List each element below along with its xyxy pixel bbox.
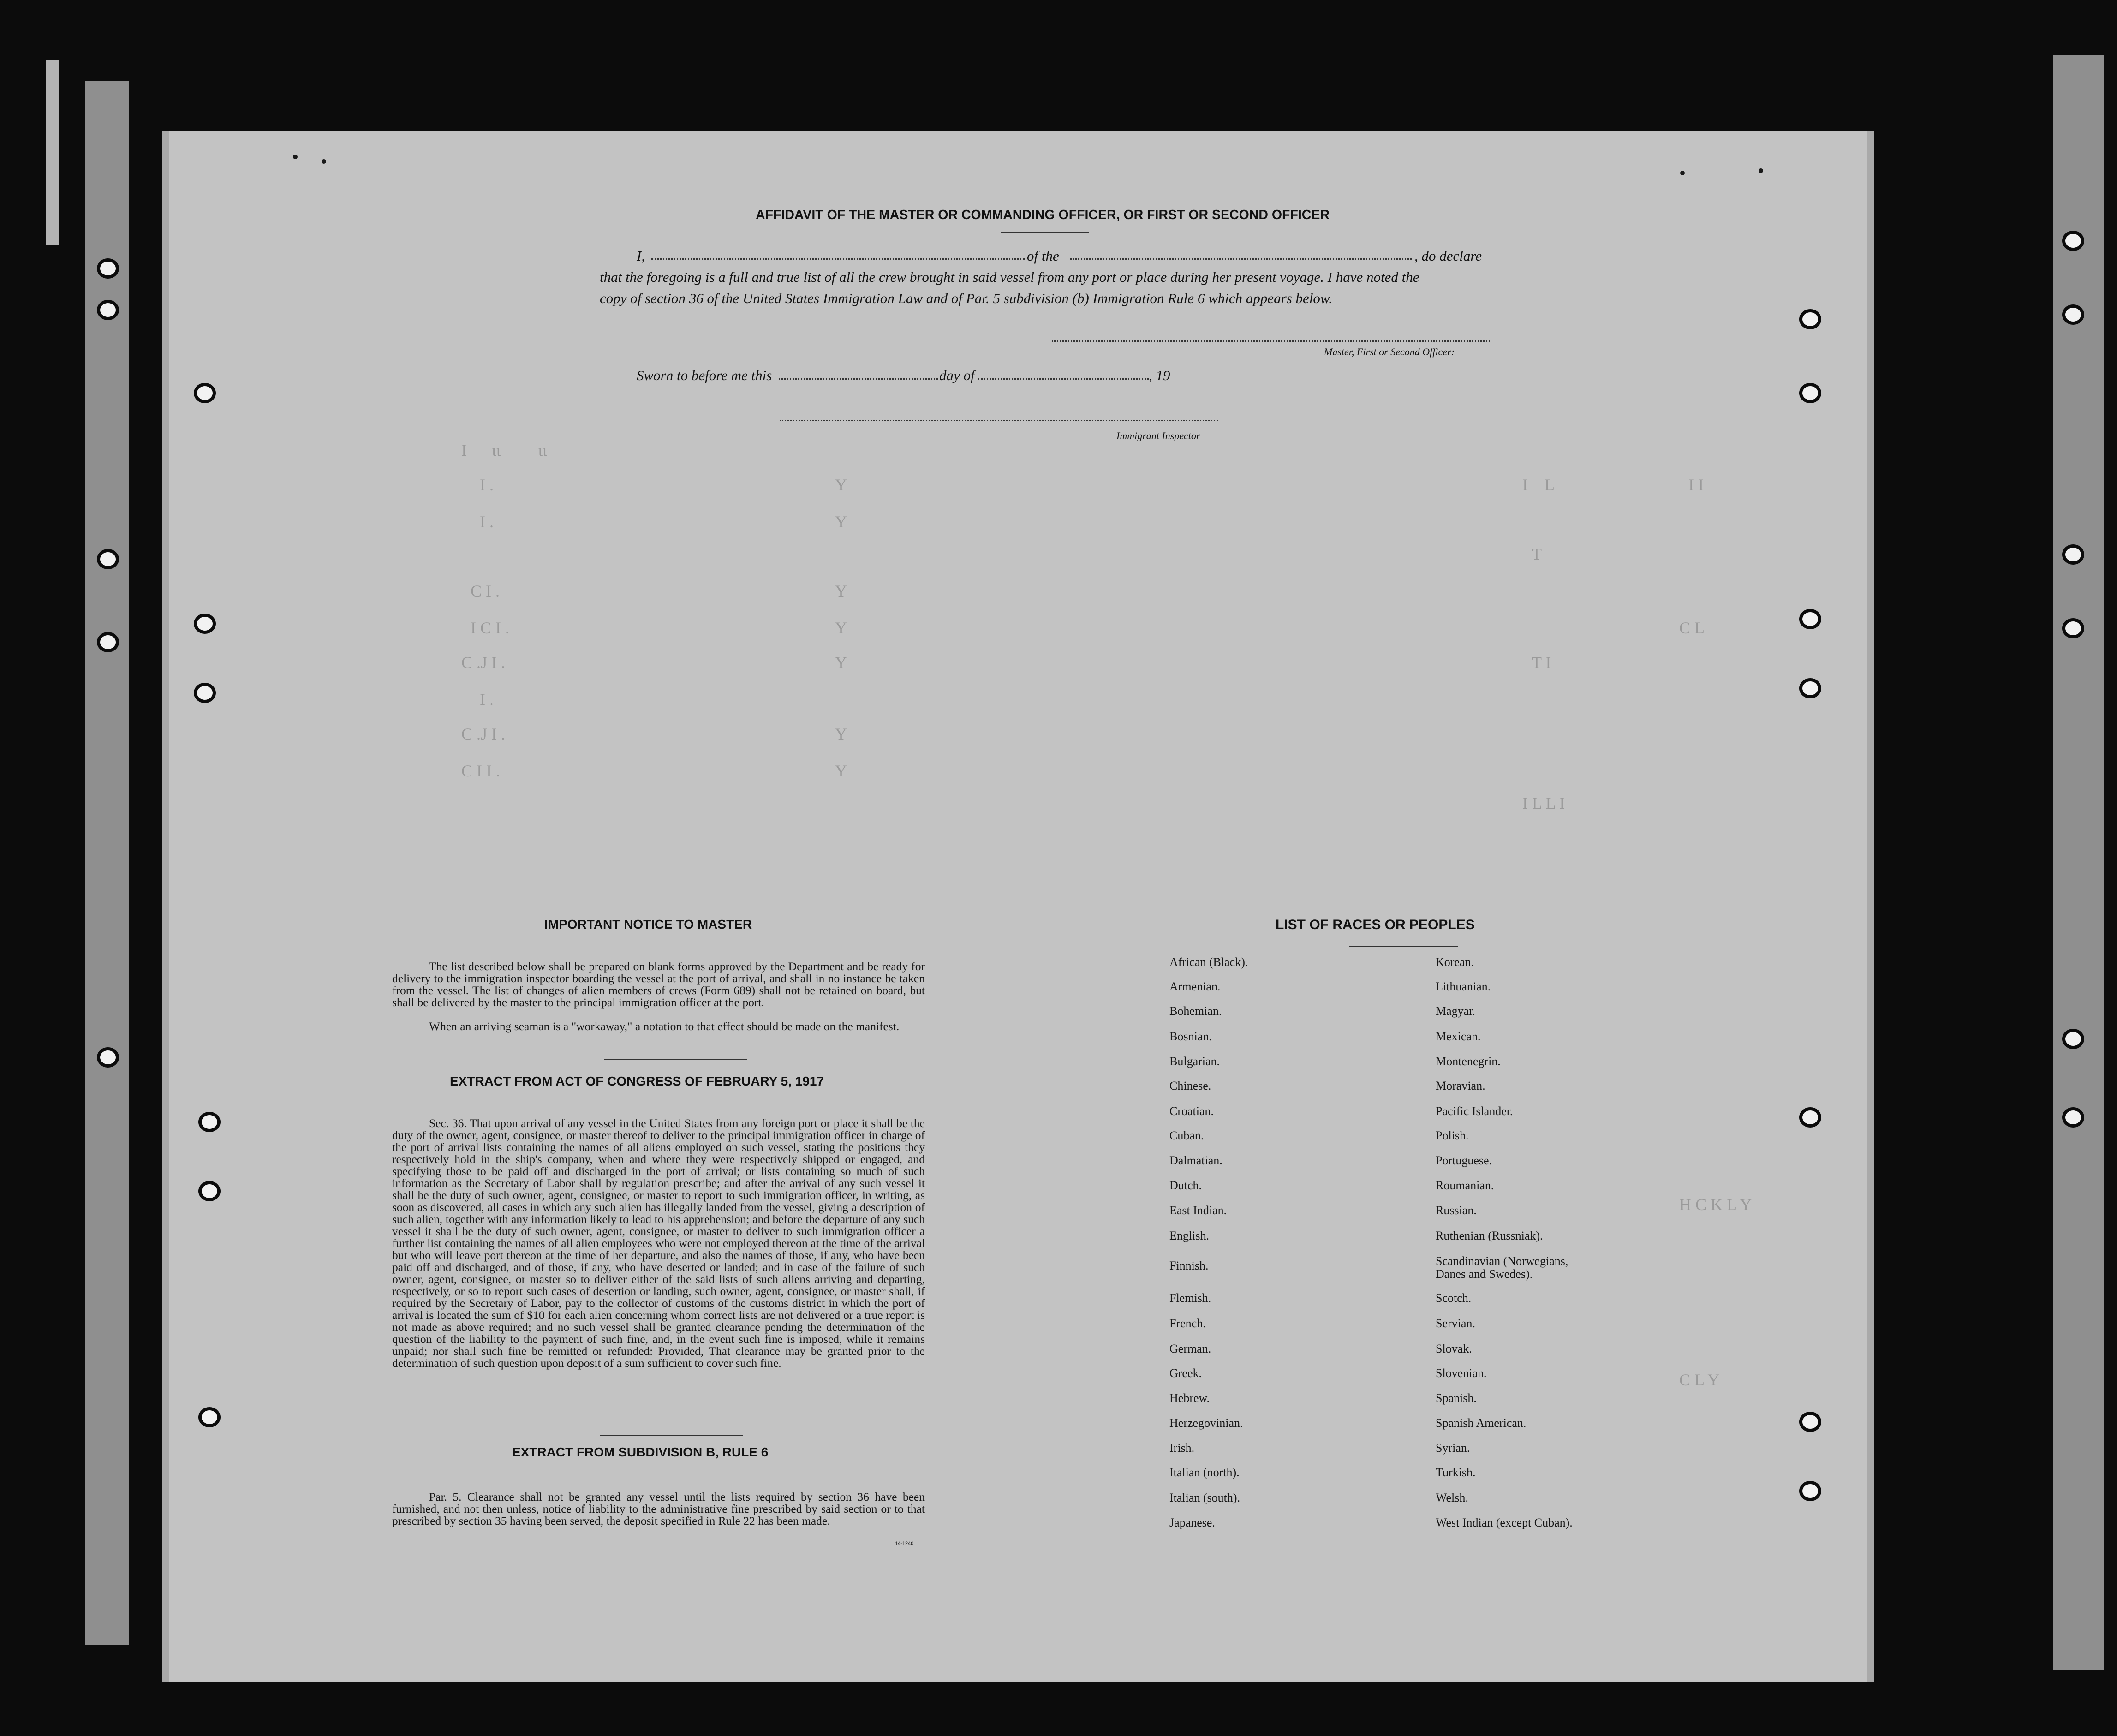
race-item: Korean. <box>1436 955 1474 969</box>
bleed-through-mark: Y <box>835 476 847 494</box>
document-sheet <box>162 131 1874 1682</box>
left-outer-strip <box>46 60 59 245</box>
punch-hole <box>1799 309 1821 329</box>
affidavit-statement-line-1: that the foregoing is a full and true list of all the crew brought in said vessel from any port or place during her present voyage. I have noted the <box>600 269 1419 285</box>
bleed-through-mark: C .J I . <box>461 653 506 672</box>
punch-hole <box>194 683 216 703</box>
race-item: Finnish. <box>1169 1259 1209 1272</box>
declarant-name-field[interactable] <box>651 258 1025 260</box>
race-item: Russian. <box>1436 1204 1477 1217</box>
race-item: Slovak. <box>1436 1342 1472 1355</box>
officer-signature-field[interactable] <box>1052 340 1490 342</box>
race-item: Polish. <box>1436 1129 1469 1142</box>
act-title: EXTRACT FROM ACT OF CONGRESS OF FEBRUARY 5, 1917 <box>450 1074 824 1088</box>
bleed-through-mark: C .J I . <box>461 725 506 743</box>
race-item: East Indian. <box>1169 1204 1227 1217</box>
bleed-through-mark: Y <box>835 653 847 672</box>
punch-hole <box>97 300 119 320</box>
punch-hole <box>194 614 216 634</box>
bleed-through-mark: Y <box>835 582 847 600</box>
affidavit-statement-line-2: copy of section 36 of the United States Immigration Law and of Par. 5 subdivision (b) Immigration Rule 6 which appears below. <box>600 290 1333 306</box>
punch-hole <box>97 549 119 569</box>
race-item: Syrian. <box>1436 1441 1470 1455</box>
inspector-signature-label: Immigrant Inspector <box>1116 430 1200 441</box>
bleed-through-mark: C L <box>1679 619 1705 637</box>
race-item: West Indian (except Cuban). <box>1436 1516 1573 1529</box>
race-item: Roumanian. <box>1436 1179 1494 1192</box>
race-item: Portuguese. <box>1436 1154 1492 1167</box>
punch-hole <box>1799 1481 1821 1501</box>
race-item: Ruthenian (Russniak). <box>1436 1229 1543 1242</box>
race-item: Turkish. <box>1436 1466 1476 1479</box>
punch-hole <box>1799 383 1821 403</box>
race-item: Spanish. <box>1436 1391 1477 1405</box>
vessel-label: of the <box>1027 248 1059 264</box>
vessel-name-field[interactable] <box>1070 258 1412 260</box>
affidavit-title-rule <box>1001 232 1089 233</box>
race-item: French. <box>1169 1317 1206 1330</box>
race-item: Greek. <box>1169 1366 1202 1380</box>
sworn-label: Sworn to before me this <box>637 367 772 383</box>
act-rule <box>600 1435 743 1436</box>
notice-rule <box>604 1059 747 1060</box>
punch-hole <box>2062 544 2084 565</box>
right-film-strip <box>2053 55 2104 1670</box>
punch-hole <box>2062 304 2084 325</box>
rule-paragraph-5: Par. 5. Clearance shall not be granted any vessel until the lists required by section 36 have been furnished, and not then unless, notice of liability to the administrative fine prescribed by said section or to that prescribed by section 35 having been served, the deposit specified in Rule 22 has been made. <box>392 1490 925 1527</box>
year-label: , 19 <box>1149 367 1170 383</box>
form-number: 14-1240 <box>895 1541 914 1546</box>
punch-hole <box>97 258 119 279</box>
affidavit-title: AFFIDAVIT OF THE MASTER OR COMMANDING OFFICER, OR FIRST OR SECOND OFFICER <box>756 208 1330 222</box>
sworn-day-field[interactable] <box>779 378 938 380</box>
race-item: Italian (south). <box>1169 1491 1240 1504</box>
sworn-month-field[interactable] <box>978 378 1149 380</box>
race-item: Bosnian. <box>1169 1030 1212 1043</box>
race-item: Welsh. <box>1436 1491 1468 1504</box>
race-item: Mexican. <box>1436 1030 1481 1043</box>
race-item: English. <box>1169 1229 1209 1242</box>
notice-paragraph-1: The list described below shall be prepared on blank forms approved by the Department and be ready for delivery to the immigration inspector boarding the vessel at the port of arrival, and shall in no instance be taken from the vessel. The list of changes of alien members of crews (Form 689) shall not be retained on board, but shall be delivered by the master to the principal immigration officer at the port. <box>392 960 925 1009</box>
bleed-through-mark: C L Y <box>1679 1371 1720 1389</box>
punch-hole <box>97 1047 119 1068</box>
bleed-through-mark: I C I . <box>471 619 509 637</box>
race-item: Irish. <box>1169 1441 1195 1455</box>
race-item: Montenegrin. <box>1436 1055 1501 1068</box>
race-item: Bohemian. <box>1169 1004 1222 1018</box>
race-item: Slovenian. <box>1436 1366 1487 1380</box>
race-item: Moravian. <box>1436 1079 1485 1092</box>
races-title-rule <box>1349 946 1458 947</box>
race-item: Scotch. <box>1436 1291 1472 1305</box>
race-item: Flemish. <box>1169 1291 1211 1305</box>
punch-hole <box>194 383 216 403</box>
race-item: Servian. <box>1436 1317 1475 1330</box>
race-item: Dutch. <box>1169 1179 1202 1192</box>
races-title: LIST OF RACES OR PEOPLES <box>1276 917 1475 932</box>
race-item: Armenian. <box>1169 980 1221 993</box>
bleed-through-mark: Y <box>835 725 847 743</box>
declare-label: , do declare <box>1414 248 1482 264</box>
race-item: Spanish American. <box>1436 1416 1527 1430</box>
bleed-through-mark: T I <box>1532 653 1551 672</box>
race-item: Hebrew. <box>1169 1391 1210 1405</box>
bleed-through-mark: Y <box>835 619 847 637</box>
bleed-through-mark: Y <box>835 762 847 780</box>
race-item: Magyar. <box>1436 1004 1475 1018</box>
punch-hole <box>198 1112 221 1132</box>
notice-title: IMPORTANT NOTICE TO MASTER <box>544 917 752 931</box>
ink-speck <box>1759 168 1763 173</box>
day-of-label: day of <box>939 367 975 383</box>
notice-paragraph-2: When an arriving seaman is a "workaway," a notation to that effect should be made on the manifest. <box>429 1020 900 1033</box>
ink-speck <box>322 159 326 164</box>
bleed-through-mark: T <box>1532 545 1542 563</box>
punch-hole <box>1799 678 1821 698</box>
punch-hole <box>1799 609 1821 629</box>
race-item: African (Black). <box>1169 955 1248 969</box>
punch-hole <box>198 1407 221 1427</box>
ink-speck <box>293 155 298 159</box>
race-item: German. <box>1169 1342 1211 1355</box>
race-item: Chinese. <box>1169 1079 1211 1092</box>
bleed-through-mark: Y <box>835 513 847 531</box>
bleed-through-mark: I L L I <box>1522 794 1565 812</box>
punch-hole <box>1799 1412 1821 1432</box>
bleed-through-mark: I ιι ιι <box>461 441 547 459</box>
bleed-through-mark: C I . <box>471 582 500 600</box>
bleed-through-mark: I I <box>1688 476 1704 494</box>
act-section-36-text: Sec. 36. That upon arrival of any vessel in the United States from any foreign port or place it shall be the duty of the owner, agent, consignee, or master thereof to deliver to the principal immigration officer in charge of the port of arrival lists containing the names of all aliens employed on such vessel, stating the positions they respectively hold in the ship's company, when and where they were respectively shipped or engaged, and specifying those to be paid off and discharged in the port of arrival; or lists containing so much of such information as the Secretary of Labor shall by regulation prescribe; and after the arrival of any such vessel it shall be the duty of such owner, agent, consignee, or master to report to such immigration officer, in writing, as soon as discovered, all cases in which any such alien has illegally landed from the vessel, giving a description of such alien, together with any information likely to lead to his apprehension; and before the departure of any such vessel it shall be the duty of such owner, agent, consignee, or master to deliver to such immigration officer a further list containing the names of all alien employees who were not employed thereon at the time of the arrival but who will leave port thereon at the time of her departure, and also the names of those, if any, who have been paid off and discharged, and of those, if any, who have deserted or landed; and in case of the failure of such owner, agent, consignee, or master so to deliver either of the said lists of such aliens arriving and departing, respectively, or so to report such cases of desertion or landing, such owner, agent, consignee, or master shall, if required by the Secretary of Labor, pay to the collector of customs of the customs district in which the port of arrival is located the sum of $10 for each alien concerning whom correct lists are not delivered or a true report is not made as above required; and no such vessel shall be granted clearance pending the determination of the question of the liability to the payment of such fine, and, in the event such fine is imposed, while it remains unpaid; nor shall such fine be remitted or refunded: Provided, That clearance may be granted prior to the determination of such question upon deposit of a sum sufficient to cover such fine. <box>392 1116 925 1370</box>
bleed-through-mark: I . <box>480 476 494 494</box>
punch-hole <box>97 632 119 652</box>
punch-hole <box>2062 1107 2084 1128</box>
race-item: Croatian. <box>1169 1104 1214 1118</box>
race-item: Scandinavian (Norwegians, Danes and Swedes). <box>1436 1254 1568 1281</box>
race-item: Italian (north). <box>1169 1466 1240 1479</box>
bleed-through-mark: C I I . <box>461 762 500 780</box>
punch-hole <box>2062 618 2084 638</box>
race-item: Bulgarian. <box>1169 1055 1220 1068</box>
bleed-through-mark: I . <box>480 513 494 531</box>
bleed-through-mark: I . <box>480 690 494 709</box>
sheet-right-edge <box>1867 131 1874 1682</box>
race-item: Lithuanian. <box>1436 980 1491 993</box>
punch-hole <box>2062 231 2084 251</box>
bleed-through-mark: H C K L Y <box>1679 1195 1752 1214</box>
inspector-signature-field[interactable] <box>780 420 1218 421</box>
race-item: Dalmatian. <box>1169 1154 1222 1167</box>
officer-signature-label: Master, First or Second Officer: <box>1324 346 1455 358</box>
punch-hole <box>1799 1107 1821 1128</box>
punch-hole <box>2062 1029 2084 1049</box>
sheet-left-edge <box>162 131 169 1682</box>
race-item: Japanese. <box>1169 1516 1215 1529</box>
punch-hole <box>198 1181 221 1201</box>
rule-title: EXTRACT FROM SUBDIVISION B, RULE 6 <box>512 1445 769 1459</box>
race-item: Herzegovinian. <box>1169 1416 1243 1430</box>
ink-speck <box>1680 171 1685 175</box>
bleed-through-mark: I L <box>1522 476 1555 494</box>
race-item: Pacific Islander. <box>1436 1104 1513 1118</box>
race-item: Cuban. <box>1169 1129 1204 1142</box>
declarant-label: I, <box>637 248 645 264</box>
